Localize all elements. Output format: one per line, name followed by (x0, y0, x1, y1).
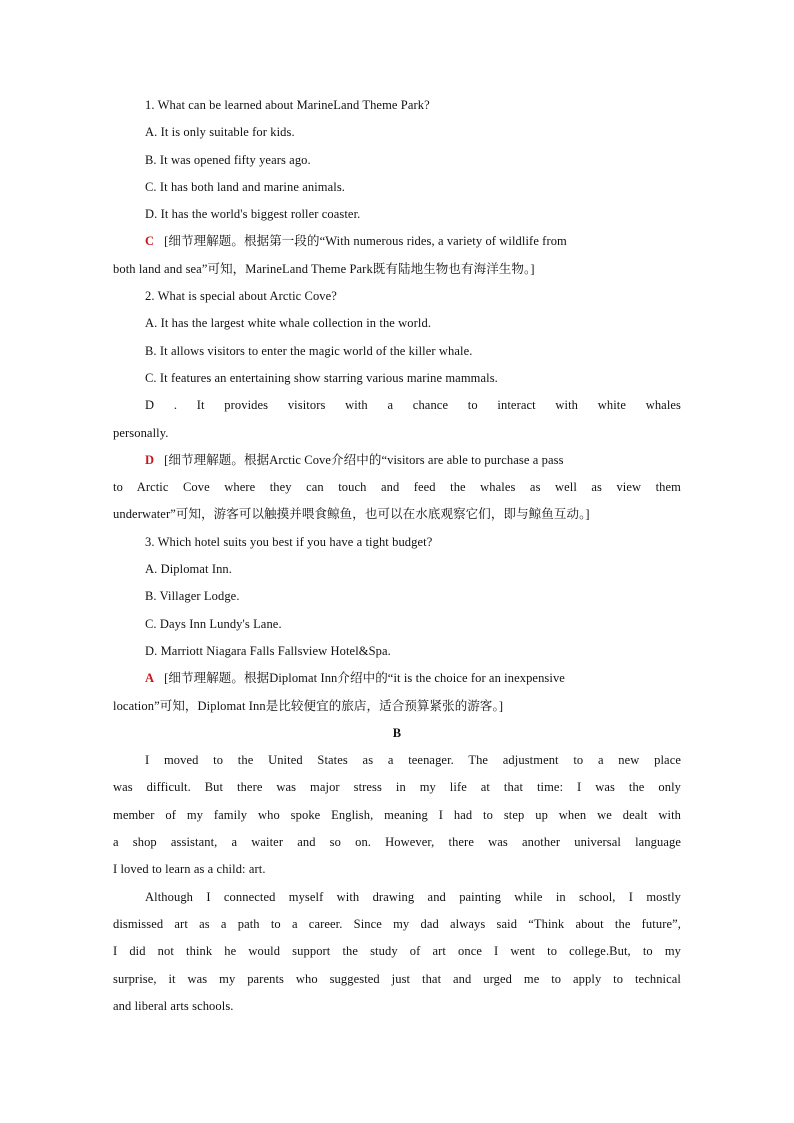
q2-option-b: B. It allows visitors to enter the magic world of the killer whale. (145, 343, 473, 358)
q3-option-d: D. Marriott Niagara Falls Fallsview Hotel&Spa. (145, 643, 391, 658)
q2-answer: D (145, 452, 155, 467)
q3-explanation-line: A [细节理解题。根据Diplomat Inn介绍中的“it is the choice for an inexpensive (145, 671, 565, 686)
passage-line: and liberal arts schools. (113, 998, 234, 1013)
q1-explanation-line: C [细节理解题。根据第一段的“With numerous rides, a variety of wildlife from (145, 234, 567, 249)
q1-explanation-line: both land and sea”可知，MarineLand Theme Park既有陆地生物也有海洋生物。] (113, 261, 535, 276)
question-3: 3. Which hotel suits you best if you have a tight budget? (145, 534, 433, 549)
q3-option-a: A. Diplomat Inn. (145, 562, 233, 577)
q2-explanation-line: underwater”可知，游客可以触摸并喂食鲸鱼，也可以在水底观察它们，即与鲸鱼互动。] (113, 507, 590, 522)
question-2: 2. What is special about Arctic Cove? (145, 289, 337, 304)
passage-line: was difficult. But there was major stress in my life at that time: I was the only (113, 780, 681, 795)
q2-explanation-line: to Arctic Cove where they can touch and feed the whales as well as view them (113, 480, 681, 495)
q1-option-a: A. It is only suitable for kids. (145, 125, 295, 140)
passage-line: I loved to learn as a child: art. (113, 862, 266, 877)
q2-option-a: A. It has the largest white whale collection in the world. (145, 316, 432, 331)
q3-explanation-line: location”可知，Diplomat Inn是比较便宜的旅店，适合预算紧张的游客。] (113, 698, 504, 713)
section-heading: B (392, 725, 402, 740)
question-1: 1. What can be learned about MarineLand Theme Park? (145, 98, 430, 112)
passage-line: I moved to the United States as a teenager. The adjustment to a new place (145, 753, 681, 768)
q3-answer: A (145, 671, 155, 686)
passage-line: Although I connected myself with drawing and painting while in school, I mostly (145, 889, 681, 904)
passage-line: dismissed art as a path to a career. Since my dad always said “Think about the future”, (113, 916, 681, 931)
q1-option-b: B. It was opened fifty years ago. (145, 152, 311, 167)
q2-option-c: C. It features an entertaining show starring various marine mammals. (145, 370, 498, 385)
q3-option-b: B. Villager Lodge. (145, 589, 240, 604)
q2-option-d-cont: personally. (113, 425, 169, 440)
q1-option-c: C. It has both land and marine animals. (145, 179, 346, 194)
q2-explanation-line: D [细节理解题。根据Arctic Cove介绍中的“visitors are able to purchase a pass (145, 452, 564, 467)
q1-answer: C (145, 234, 155, 249)
q3-option-c: C. Days Inn Lundy's Lane. (145, 616, 282, 631)
passage-line: I did not think he would support the study of art once I went to college.But, to my (113, 944, 681, 959)
passage-line: a shop assistant, a waiter and so on. However, there was another universal language (113, 835, 681, 850)
q2-option-d: D . It provides visitors with a chance to interact with white whales (145, 398, 681, 413)
document-page (113, 92, 681, 1020)
passage-line: surprise, it was my parents who suggested just that and urged me to apply to technical (113, 971, 681, 986)
q1-option-d: D. It has the world's biggest roller coaster. (145, 207, 361, 222)
passage-line: member of my family who spoke English, meaning I had to step up when we dealt with (113, 807, 681, 822)
